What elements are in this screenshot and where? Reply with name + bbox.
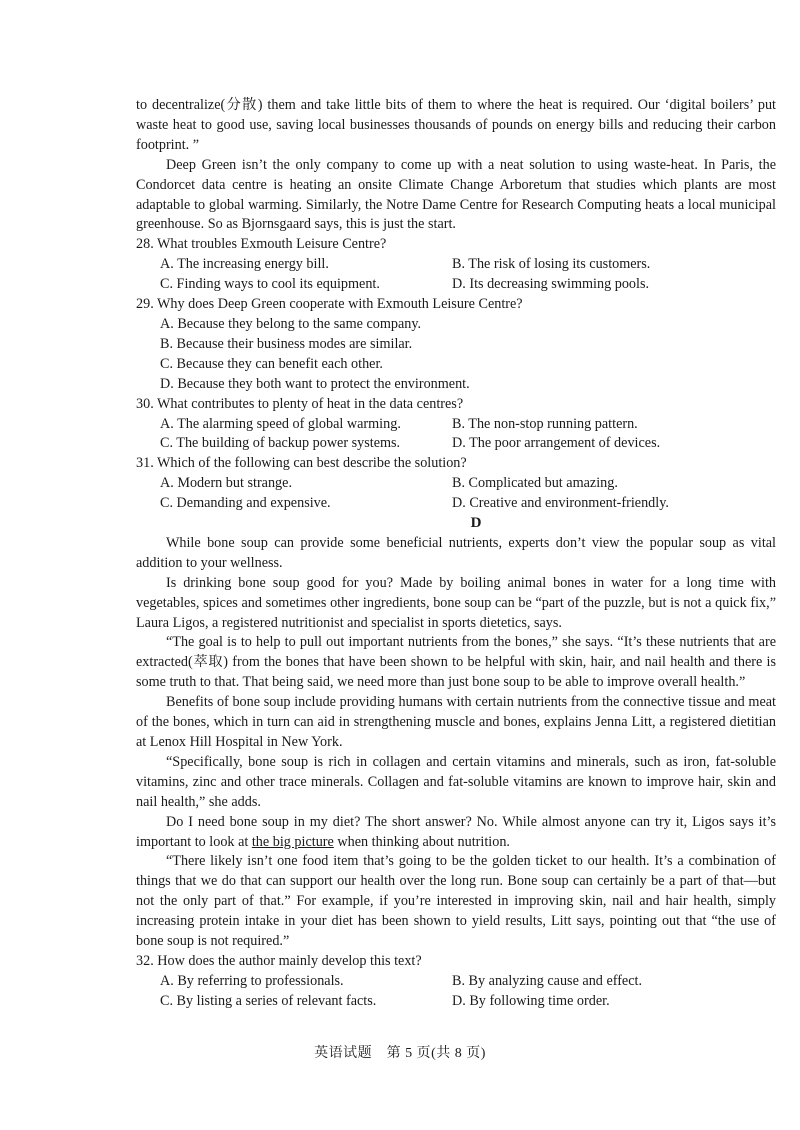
- option: D. The poor arrangement of devices.: [452, 435, 661, 452]
- option: A. The alarming speed of global warming.: [160, 415, 401, 432]
- passage-d-paragraph: Is drinking bone soup good for you? Made by boiling animal bones in water for a long time with vegetables, spices and sometimes other ingredients, bone soup can be “part of the puzzle, but is not a quick fix,” Laura Ligos, a registered nutritionist and specialist in sports dietetics, says.: [136, 574, 776, 631]
- passage-d-paragraph: “The goal is to help to pull out important nutrients from the bones,” she says. “It’s these nutrients that are extracted(萃取) from the bones that have been shown to be helpful with skin, hair, and nail health and there is some truth to that. That being said, we need more than just bone soup to be able to improve overall health.”: [136, 634, 776, 691]
- passage-c-paragraph: to decentralize(分散) them and take little bits of them to where the heat is required. Our ‘digital boilers’ put waste heat to good use, saving local businesses thousands of pounds on energy bills and reducing their carbon footprint. ”: [136, 97, 776, 153]
- page-content: [136, 96, 776, 1012]
- option: A. Because they belong to the same company.: [160, 315, 422, 332]
- option: B. The non-stop running pattern.: [452, 415, 638, 432]
- option: B. Complicated but amazing.: [452, 475, 618, 492]
- option-grid: [136, 972, 776, 1012]
- option: D. By following time order.: [452, 992, 610, 1009]
- option: B. The risk of losing its customers.: [452, 256, 651, 273]
- option-grid: [136, 415, 776, 455]
- text-run: Do I need bone soup in my diet? The short answer? No. While almost anyone can try it, Ligos says it’s important to look at: [136, 813, 776, 850]
- option: C. Demanding and expensive.: [160, 495, 331, 512]
- passage-d-paragraph: “There likely isn’t one food item that’s going to be the golden ticket to our health. It’s a combination of things that we do that can support our health over the long run. Bone soup can certainly be a part of that—but not the only part of that.” For example, if you’re interested in improving skin, nail and hair health, simply increasing protein intake in your diet has been shown to yield results, Litt says, pointing out that “the use of bone soup is not required.”: [136, 853, 776, 950]
- option: C. Finding ways to cool its equipment.: [160, 276, 380, 293]
- passage-d-paragraph: “Specifically, bone soup is rich in collagen and certain vitamins and minerals, such as iron, fat-soluble vitamins, zinc and other trace minerals. Collagen and fat-soluble vitamins are known to improve hair, skin and nail health,” she adds.: [136, 753, 776, 810]
- passage-c-paragraph: Deep Green isn’t the only company to come up with a neat solution to using waste-heat. In Paris, the Condorcet data centre is heating an onsite Climate Change Arboretum that studies which plants are most adaptable to global warming. Similarly, the Notre Dame Centre for Research Computing heats a local municipal greenhouse. So as Bjornsgaard says, this is just the start.: [136, 156, 776, 233]
- option: A. The increasing energy bill.: [160, 256, 329, 273]
- text-run: when thinking about nutrition.: [333, 833, 510, 850]
- option: B. Because their business modes are similar.: [160, 335, 413, 352]
- passage-d-paragraph: While bone soup can provide some beneficial nutrients, experts don’t view the popular soup as vital addition to your wellness.: [136, 534, 776, 571]
- option: A. Modern but strange.: [160, 475, 292, 492]
- option: D. Its decreasing swimming pools.: [452, 276, 650, 293]
- passage-d-paragraph: [136, 813, 776, 853]
- passage-d-paragraph: Benefits of bone soup include providing humans with certain nutrients from the connective tissue and meat of the bones, which in turn can aid in strengthening muscle and bones, explains Jenna Litt, a registered dietitian at Lenox Hill Hospital in New York.: [136, 694, 776, 750]
- page-footer: 英语试题 第 5 页(共 8 页): [314, 1046, 486, 1061]
- option: C. By listing a series of relevant facts.: [160, 992, 377, 1009]
- option: C. The building of backup power systems.: [160, 435, 401, 452]
- question-stem: 32. How does the author mainly develop this text?: [136, 952, 422, 969]
- question-stem: 30. What contributes to plenty of heat in the data centres?: [136, 395, 464, 412]
- option: D. Creative and environment-friendly.: [452, 495, 669, 512]
- underlined-phrase: the big picture: [251, 833, 334, 850]
- option-grid: [136, 474, 776, 514]
- option: B. By analyzing cause and effect.: [452, 972, 643, 989]
- option-grid: [136, 255, 776, 295]
- option-list: [136, 315, 776, 395]
- option: D. Because they both want to protect the environment.: [160, 375, 470, 392]
- question-stem: 28. What troubles Exmouth Leisure Centre?: [136, 236, 387, 253]
- option: A. By referring to professionals.: [160, 972, 344, 989]
- option: C. Because they can benefit each other.: [160, 355, 383, 372]
- question-stem: 29. Why does Deep Green cooperate with Exmouth Leisure Centre?: [136, 296, 523, 313]
- question-stem: 31. Which of the following can best describe the solution?: [136, 455, 467, 472]
- section-heading: D: [470, 515, 482, 532]
